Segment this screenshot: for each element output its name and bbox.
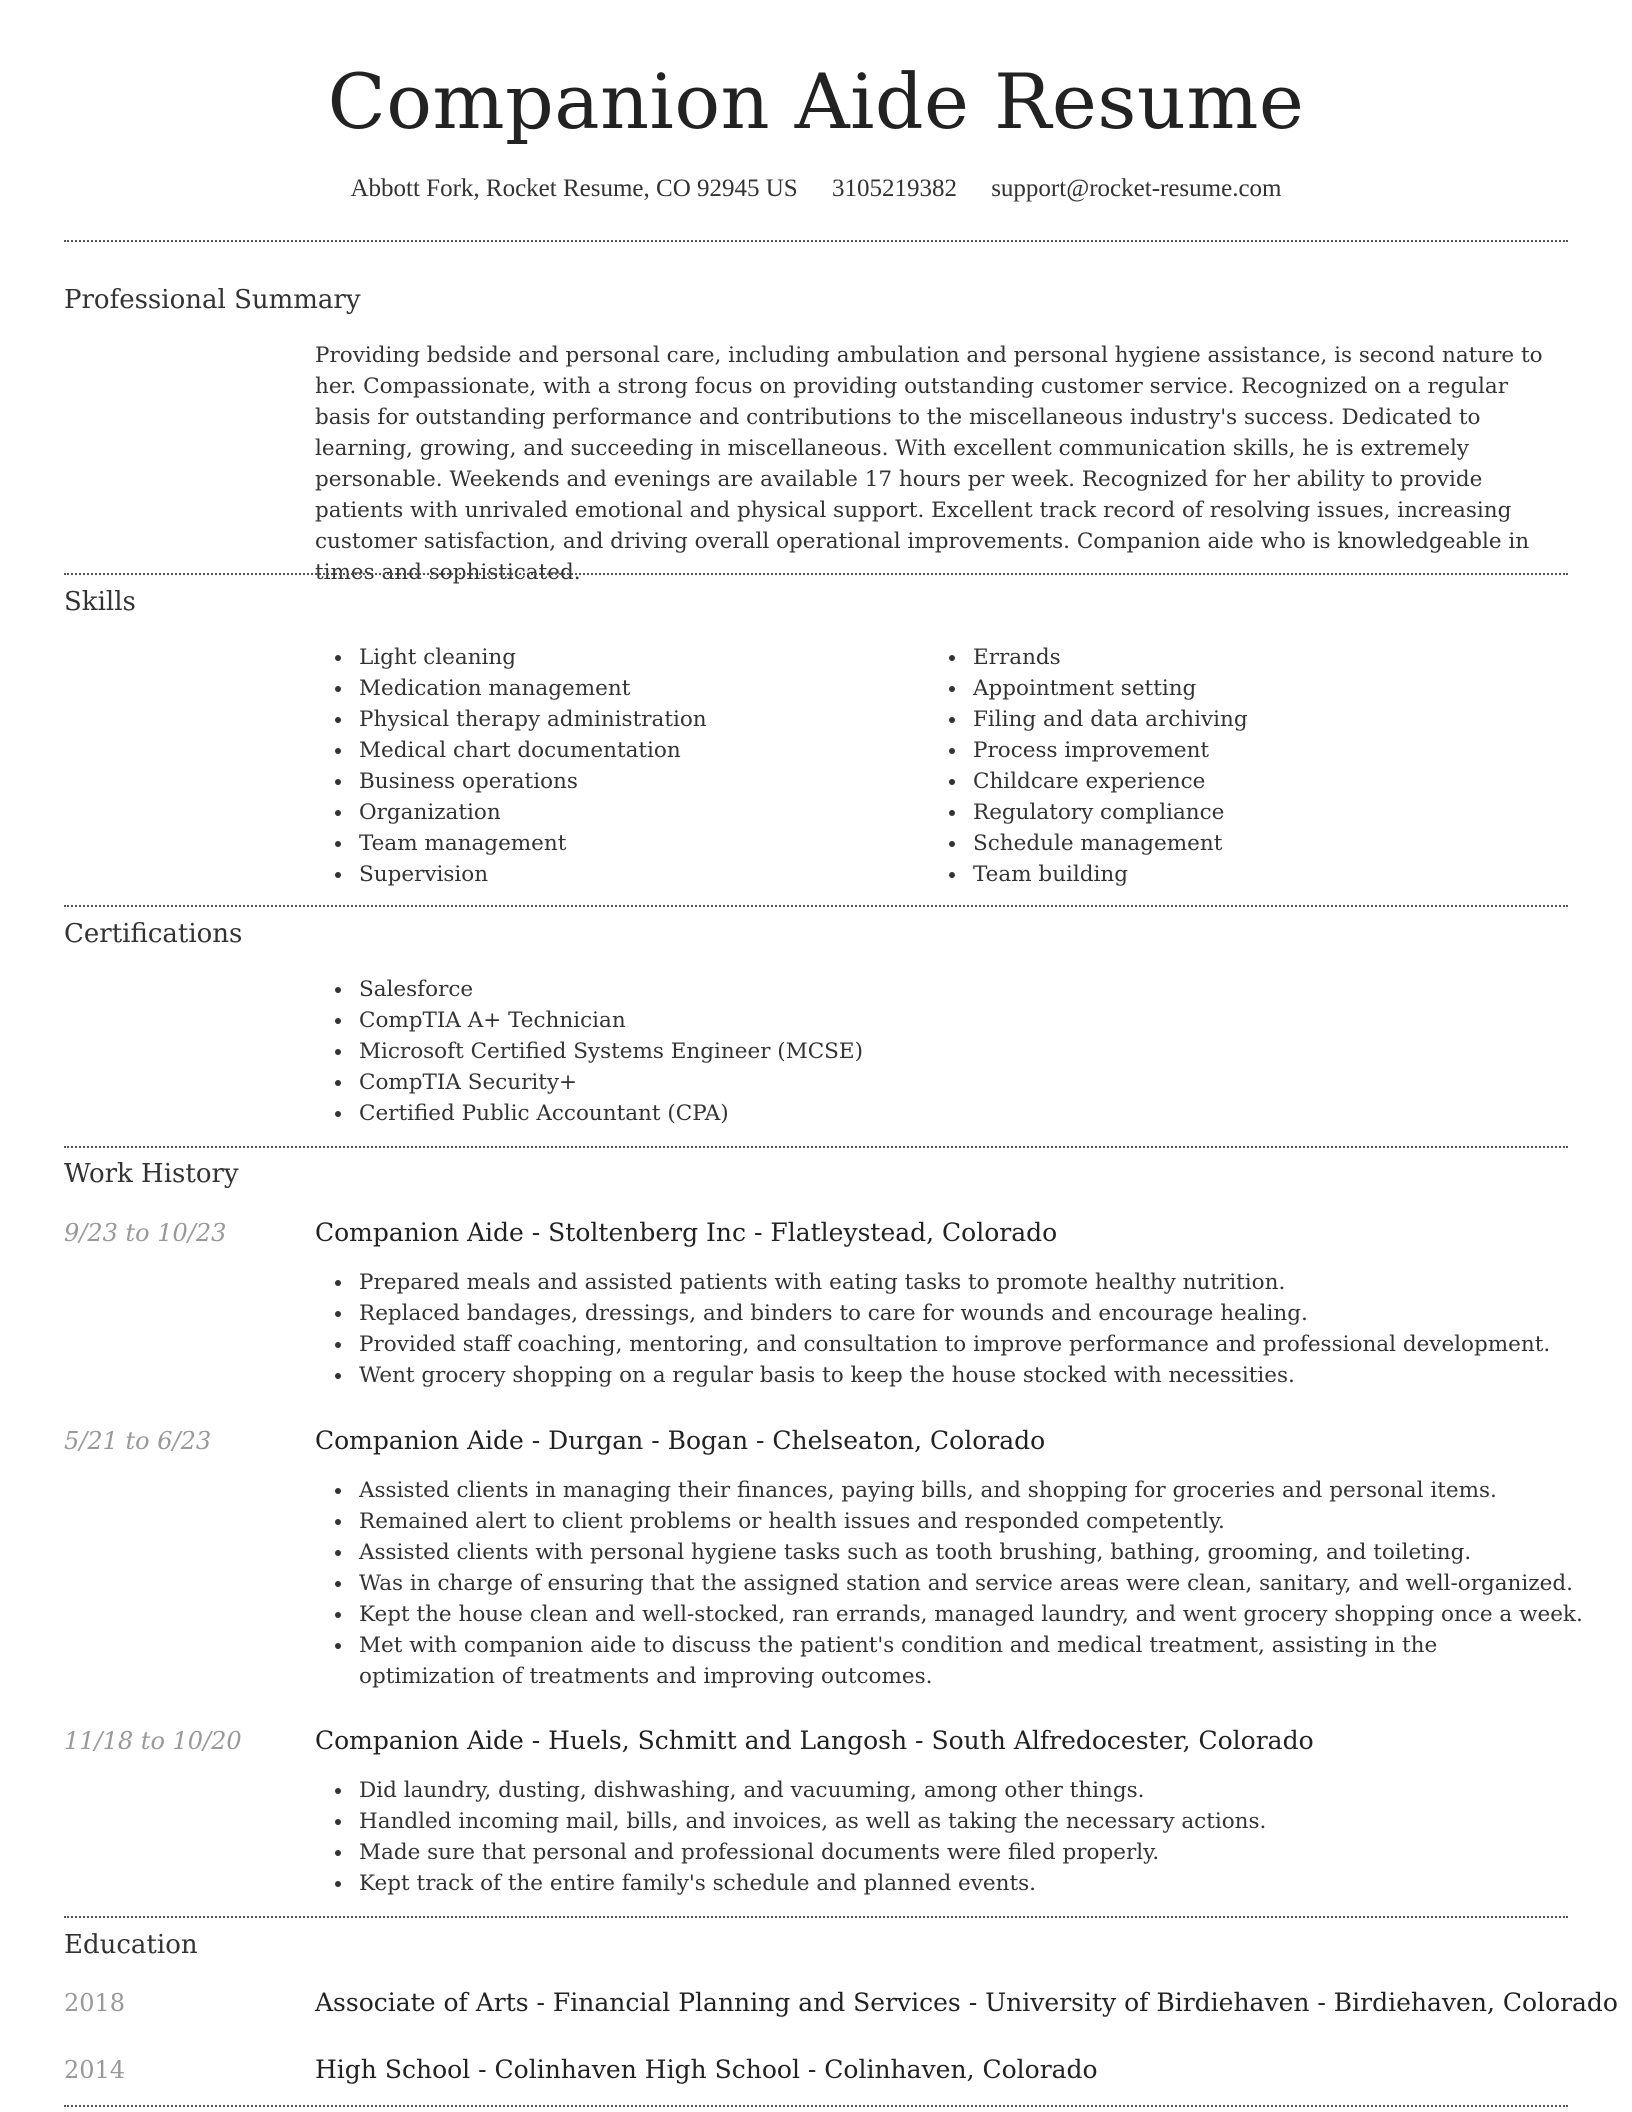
list-item: Schedule management (973, 828, 1248, 859)
skills-heading: Skills (64, 587, 136, 617)
job-dates: 5/21 to 6/23 (64, 1427, 212, 1455)
list-item: Provided staff coaching, mentoring, and consultation to improve performance and professional development. (359, 1329, 1550, 1360)
resume-title: Companion Aide Resume (327, 57, 1305, 146)
education-degree: High School - Colinhaven High School - Colinhaven, Colorado (315, 2055, 1098, 2084)
contact-line (0, 172, 1632, 206)
contact-phone: 3105219382 (831, 175, 957, 202)
list-item: Certified Public Accountant (CPA) (359, 1098, 863, 1129)
list-item: Errands (973, 642, 1248, 673)
section-divider (64, 573, 1568, 575)
list-item: CompTIA Security+ (359, 1067, 863, 1098)
list-item: Kept track of the entire family's schedule and planned events. (359, 1868, 1266, 1899)
list-item: Physical therapy administration (359, 704, 707, 735)
list-item: Was in charge of ensuring that the assigned station and service areas were clean, sanitary, and well-organized. (359, 1568, 1570, 1599)
list-item: Medication management (359, 673, 707, 704)
skills-list-left (315, 642, 707, 890)
list-item: Assisted clients in managing their finances, paying bills, and shopping for groceries and personal items. (359, 1475, 1570, 1506)
summary-heading: Professional Summary (64, 285, 361, 315)
work-heading: Work History (64, 1159, 239, 1189)
section-divider (64, 2105, 1568, 2107)
list-item: Medical chart documentation (359, 735, 707, 766)
list-item: Met with companion aide to discuss the patient's condition and medical treatment, assisting in the optimization of treatments and improving outcomes. (359, 1630, 1570, 1692)
certifications-list (315, 974, 863, 1129)
job-dates: 9/23 to 10/23 (64, 1219, 227, 1247)
education-year: 2018 (64, 1989, 126, 2017)
list-item: Prepared meals and assisted patients with eating tasks to promote healthy nutrition. (359, 1267, 1550, 1298)
job-bullets (315, 1775, 1266, 1899)
list-item: Supervision (359, 859, 707, 890)
list-item: Childcare experience (973, 766, 1248, 797)
list-item: Organization (359, 797, 707, 828)
job-bullets (315, 1475, 1583, 1692)
contact-email: support@rocket-resume.com (991, 175, 1282, 202)
education-degree: Associate of Arts - Financial Planning and Services - University of Birdiehaven - Birdiehaven, Colorado (315, 1988, 1618, 2017)
job-title: Companion Aide - Durgan - Bogan - Chelseaton, Colorado (315, 1426, 1046, 1455)
certifications-heading: Certifications (64, 919, 243, 949)
list-item: Process improvement (973, 735, 1248, 766)
list-item: CompTIA A+ Technician (359, 1005, 863, 1036)
list-item: Remained alert to client problems or health issues and responded competently. (359, 1506, 1570, 1537)
education-year: 2014 (64, 2056, 126, 2084)
list-item: Appointment setting (973, 673, 1248, 704)
section-divider (64, 1146, 1568, 1148)
list-item: Did laundry, dusting, dishwashing, and vacuuming, among other things. (359, 1775, 1266, 1806)
section-divider (64, 905, 1568, 907)
list-item: Replaced bandages, dressings, and binders to care for wounds and encourage healing. (359, 1298, 1550, 1329)
job-dates: 11/18 to 10/20 (64, 1727, 242, 1755)
list-item: Business operations (359, 766, 707, 797)
list-item: Handled incoming mail, bills, and invoices, as well as taking the necessary actions. (359, 1806, 1266, 1837)
contact-address: Abbott Fork, Rocket Resume, CO 92945 US (350, 175, 798, 202)
list-item: Assisted clients with personal hygiene tasks such as tooth brushing, bathing, grooming, and toileting. (359, 1537, 1570, 1568)
list-item: Kept the house clean and well-stocked, ran errands, managed laundry, and went grocery shopping once a week. (359, 1599, 1570, 1630)
summary-text: Providing bedside and personal care, including ambulation and personal hygiene assistance, is second nature to her. Compassionate, with a strong focus on providing outstanding customer service. Recognized on a regular basis for outstanding performance and contributions to the miscellaneous industry's success. Dedicated to learning, growing, and succeeding in miscellaneous. With excellent communication skills, he is extremely personable. Weekends and evenings are available 17 hours per week. Recognized for her ability to provide patients with unrivaled emotional and physical support. Excellent track record of resolving issues, increasing customer satisfaction, and driving overall operational improvements. Companion aide who is knowledgeable in times and sophisticated. (315, 343, 1543, 585)
list-item: Light cleaning (359, 642, 707, 673)
list-item: Salesforce (359, 974, 863, 1005)
job-title: Companion Aide - Stoltenberg Inc - Flatleystead, Colorado (315, 1218, 1058, 1247)
list-item: Team management (359, 828, 707, 859)
education-heading: Education (64, 1930, 198, 1960)
skills-list-right (929, 642, 1248, 890)
job-bullets (315, 1267, 1550, 1391)
job-title: Companion Aide - Huels, Schmitt and Langosh - South Alfredocester, Colorado (315, 1726, 1314, 1755)
list-item: Team building (973, 859, 1248, 890)
list-item: Microsoft Certified Systems Engineer (MCSE) (359, 1036, 863, 1067)
section-divider (64, 240, 1568, 242)
list-item: Filing and data archiving (973, 704, 1248, 735)
list-item: Regulatory compliance (973, 797, 1248, 828)
list-item: Made sure that personal and professional documents were filed properly. (359, 1837, 1266, 1868)
section-divider (64, 1916, 1568, 1918)
list-item: Went grocery shopping on a regular basis to keep the house stocked with necessities. (359, 1360, 1550, 1391)
